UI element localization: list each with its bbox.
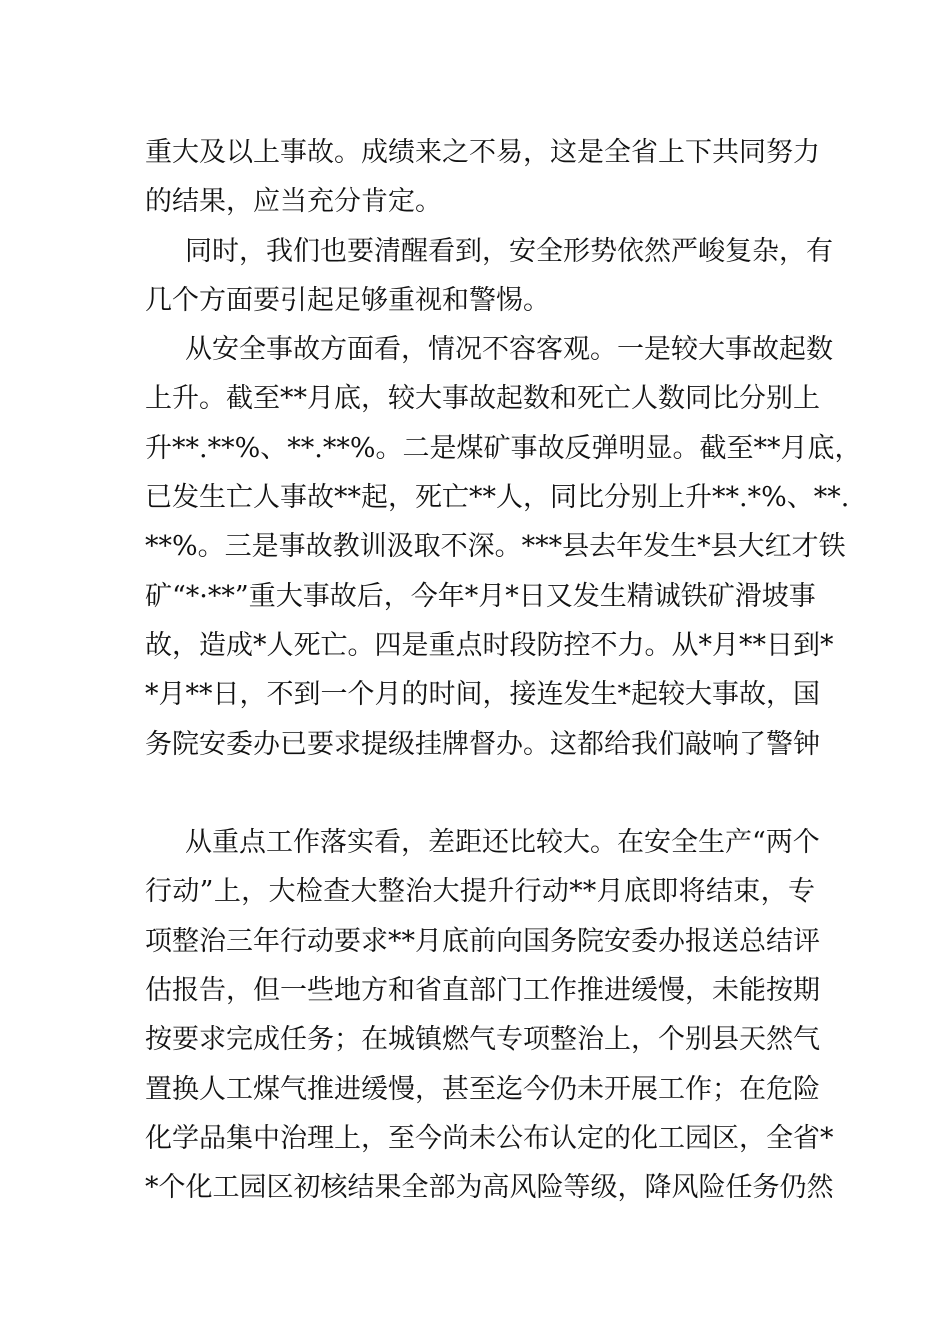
text-line: 同时，我们也要清醒看到，安全形势依然严峻复杂，有 xyxy=(185,235,833,267)
text-line: 行动”上，大检查大整治大提升行动**月底即将结束，专 xyxy=(145,876,815,908)
text-line: 估报告，但一些地方和省直部门工作推进缓慢，未能按期 xyxy=(145,975,820,1007)
text-line: 化学品集中治理上，至今尚未公布认定的化工园区，全省* xyxy=(145,1122,834,1154)
text-line: 几个方面要引起足够重视和警惕。 xyxy=(145,284,550,316)
text-line: 已发生亡人事故**起，死亡**人，同比分别上升**.*%、**. xyxy=(145,482,850,514)
document-body xyxy=(145,128,862,1213)
text-line: 从重点工作落实看，差距还比较大。在安全生产“两个 xyxy=(185,827,820,859)
text-line: **%。三是事故教训汲取不深。***县去年发生*县大红才铁 xyxy=(145,531,846,563)
text-line: 矿“*·**”重大事故后，今年*月*日又发生精诚铁矿滑坡事 xyxy=(145,580,816,612)
text-line: 置换人工煤气推进缓慢，甚至迄今仍未开展工作；在危险 xyxy=(145,1073,820,1105)
text-line: 务院安委办已要求提级挂牌督办。这都给我们敲响了警钟 xyxy=(145,728,820,760)
text-line: 上升。截至**月底，较大事故起数和死亡人数同比分别上 xyxy=(145,383,820,415)
text-line: 按要求完成任务；在城镇燃气专项整治上，个别县天然气 xyxy=(145,1024,820,1056)
text-line: 升**.**%、**.**%。二是煤矿事故反弹明显。截至**月底， xyxy=(145,432,862,464)
text-line: 的结果，应当充分肯定。 xyxy=(145,186,442,218)
text-line: 故，造成*人死亡。四是重点时段防控不力。从*月**日到* xyxy=(145,629,834,661)
text-line: 项整治三年行动要求**月底前向国务院安委办报送总结评 xyxy=(145,925,820,957)
blank-line xyxy=(145,769,815,818)
text-line: 从安全事故方面看，情况不容客观。一是较大事故起数 xyxy=(185,334,833,366)
text-line: *个化工园区初核结果全部为高风险等级，降风险任务仍然 xyxy=(145,1172,834,1204)
text-line: 重大及以上事故。成绩来之不易，这是全省上下共同努力 xyxy=(145,137,820,168)
text-line: *月**日，不到一个月的时间，接连发生*起较大事故，国 xyxy=(145,679,820,711)
